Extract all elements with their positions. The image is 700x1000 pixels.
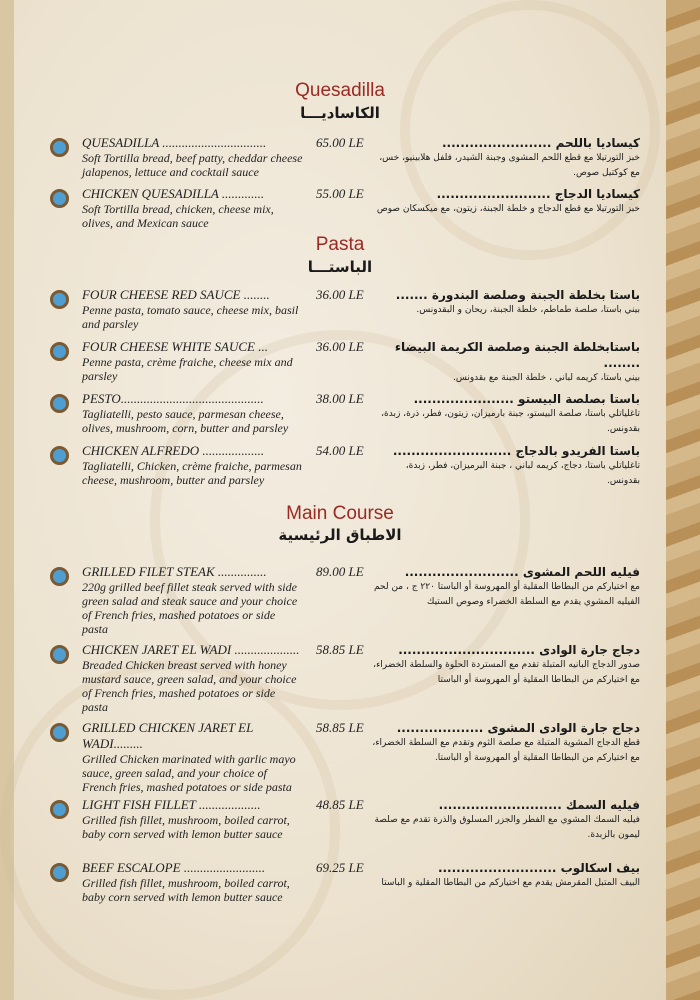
item-name-arabic: باستابخلطة الجبنة وصلصة الكريمة البيضاء ........	[394, 340, 640, 370]
item-english	[82, 391, 304, 435]
item-name: BEEF ESCALOPE .........................	[82, 860, 266, 875]
item-description-arabic: خبز التورتيلا مع قطع الدجاج و خلطة الجبنة، زيتون، مع ميكسكان صوص	[376, 204, 640, 214]
item-price: 38.00 LE	[316, 391, 364, 406]
item-english	[82, 135, 304, 179]
item-name: CHICKEN JARET EL WADI ....................	[82, 642, 300, 657]
item-price: 36.00 LE	[316, 287, 364, 302]
item-description: Penne pasta, tomato sauce, cheese mix, basil and parsley	[82, 303, 299, 331]
bullet-icon	[50, 800, 69, 819]
item-description: Soft Tortilla bread, chicken, cheese mix, olives, and Mexican sauce	[82, 202, 274, 230]
item-english	[82, 339, 304, 383]
item-name-arabic: باستا بخلطة الجبنة وصلصة البندورة .......	[395, 288, 640, 302]
item-name: FOUR CHEESE RED SAUCE ........	[82, 287, 270, 302]
item-name: CHICKEN ALFREDO ...................	[82, 443, 265, 458]
item-english	[82, 287, 304, 331]
item-name: QUESADILLA ................................	[82, 135, 267, 150]
item-price: 54.00 LE	[316, 443, 364, 458]
item-description: Tagliatelli, Chicken, crème fraiche, parmesan cheese, mushroom, butter and parsley	[82, 459, 302, 487]
section-title: Main Course	[286, 503, 394, 524]
item-description-arabic: صدور الدجاج البانيه المتبلة تقدم مع المستردة الحلوة والسلطة الخضراء، مع اختياركم من البطاطا المقلية أو المهروسة أو الباستا	[373, 660, 640, 685]
item-price: 36.00 LE	[316, 339, 364, 354]
item-name-arabic: دجاج جارة الوادى ..............................	[398, 643, 640, 657]
item-description-arabic: تاغلياتلي باستا، دجاج، كريمه لباني ، جبنة البرميزان، فطر، زبدة، بقدونس.	[405, 461, 640, 486]
bullet-icon	[50, 645, 69, 664]
item-arabic	[370, 339, 640, 386]
item-name-arabic: فيليه اللحم المشوى .........................	[404, 565, 640, 579]
item-english	[82, 443, 304, 487]
item-name: GRILLED FILET STEAK ...............	[82, 564, 267, 579]
bullet-icon	[50, 446, 69, 465]
item-name: PESTO............................................	[82, 391, 264, 406]
item-price: 58.85 LE	[316, 642, 364, 657]
item-arabic	[370, 642, 640, 688]
item-description: Penne pasta, crème fraiche, cheese mix and parsley	[82, 355, 293, 383]
item-price: 55.00 LE	[316, 186, 364, 201]
item-english	[82, 860, 304, 904]
item-english	[82, 186, 304, 230]
item-description-arabic: بيني باستا، كريمه لباني ، خلطة الجبنة مع بقدونس.	[452, 373, 640, 383]
item-arabic	[370, 860, 640, 891]
section-title-arabic: الاطباق الرئيسية	[278, 526, 402, 544]
item-price: 89.00 LE	[316, 564, 364, 579]
item-description-arabic: مع اختياركم من البطاطا المقلية أو المهروسة أو الباستا ٢٢٠ ج ، من لحم الفيليه المشوي يقدم مع السلطة الخضراء وصوص الستيك	[374, 582, 640, 607]
item-description-arabic: تاغلياتلي باستا، صلصة البيستو، جبنة بارميزان، زيتون، فطر، ذرة، زبدة، بقدونس.	[381, 409, 640, 434]
item-price: 48.85 LE	[316, 797, 364, 812]
item-name-arabic: باستا الفريدو بالدجاج ..........................	[392, 444, 640, 458]
item-description: Grilled Chicken marinated with garlic mayo sauce, green salad, and your choice of French fries, mashed potatoes or side pasta	[82, 752, 296, 794]
item-english	[82, 564, 304, 636]
item-english	[82, 797, 304, 841]
item-name: CHICKEN QUESADILLA .............	[82, 186, 265, 201]
item-arabic	[370, 186, 640, 217]
item-description-arabic: فيليه السمك المشوي مع الفطر والجزر المسلوق والذرة تقدم مع صلصة ليمون بالزبدة.	[374, 815, 640, 840]
bullet-icon	[50, 189, 69, 208]
item-arabic	[370, 720, 640, 766]
item-description: Grilled fish fillet, mushroom, boiled carrot, baby corn served with lemon butter sauce	[82, 813, 290, 841]
background-pattern	[400, 0, 660, 260]
bullet-icon	[50, 723, 69, 742]
item-name: GRILLED CHICKEN JARET EL WADI.........	[82, 720, 254, 751]
item-arabic	[370, 391, 640, 437]
item-arabic	[370, 287, 640, 318]
item-english	[82, 642, 304, 714]
section-title: Quesadilla	[295, 80, 385, 101]
item-arabic	[370, 564, 640, 610]
bullet-icon	[50, 342, 69, 361]
item-description: 220g grilled beef fillet steak served with side green salad and steak sauce and your choice of French fries, mashed potatoes or side pasta	[82, 580, 298, 636]
item-name-arabic: باستا بصلصة البيستو ......................	[413, 392, 640, 406]
item-description: Soft Tortilla bread, beef patty, cheddar cheese jalapenos, lettuce and cocktail sauce	[82, 151, 303, 179]
item-description: Grilled fish fillet, mushroom, boiled carrot, baby corn served with lemon butter sauce	[82, 876, 290, 904]
bullet-icon	[50, 290, 69, 309]
section-title-arabic: الباستـــا	[307, 258, 373, 276]
bullet-icon	[50, 138, 69, 157]
item-name-arabic: بيف اسكالوب ..........................	[437, 861, 640, 875]
section-title: Pasta	[315, 234, 365, 255]
bullet-icon	[50, 863, 69, 882]
item-description: Tagliatelli, pesto sauce, parmesan cheese, olives, mushroom, corn, butter and parsley	[82, 407, 289, 435]
item-price: 69.25 LE	[316, 860, 364, 875]
bullet-icon	[50, 567, 69, 586]
item-arabic	[370, 443, 640, 489]
item-price: 58.85 LE	[316, 720, 364, 735]
item-name-arabic: كيساديا الدجاج .........................	[436, 187, 640, 201]
item-description-arabic: البيف المتبل المقرمش يقدم مع اختياركم من البطاطا المقلية و الباستا	[381, 878, 640, 888]
item-arabic	[370, 797, 640, 843]
item-name-arabic: كيساديا باللحم ........................	[442, 136, 640, 150]
item-name: FOUR CHEESE WHITE SAUCE ...	[82, 339, 268, 354]
item-name: LIGHT FISH FILLET ...................	[82, 797, 261, 812]
item-description-arabic: قطع الدجاج المشوية المتبلة مع صلصة الثوم وتقدم مع السلطة الخضراء، مع اختياركم من البطاطا المقلية أو المهروسة أو الباستا.	[372, 738, 640, 763]
item-name-arabic: فيليه السمك ...........................	[438, 798, 640, 812]
section-title-arabic: الكاساديـــا	[300, 104, 380, 122]
item-arabic	[370, 135, 640, 181]
bullet-icon	[50, 394, 69, 413]
item-description-arabic: خبز التورتيلا مع قطع اللحم المشوى وجبنة الشيدر، فلفل هلابينيو، خس، مع كوكتيل صوص.	[379, 153, 640, 178]
item-english	[82, 720, 304, 794]
item-description-arabic: بيني باستا، صلصة طماطم، خلطة الجبنة، ريحان و البقدونس.	[416, 305, 640, 315]
item-description: Breaded Chicken breast served with honey mustard sauce, green salad, and your choice of French fries, mashed potatoes or side pasta	[82, 658, 297, 714]
item-price: 65.00 LE	[316, 135, 364, 150]
decorative-border	[666, 0, 700, 1000]
item-name-arabic: دجاج جارة الوادى المشوى ...................	[396, 721, 640, 735]
